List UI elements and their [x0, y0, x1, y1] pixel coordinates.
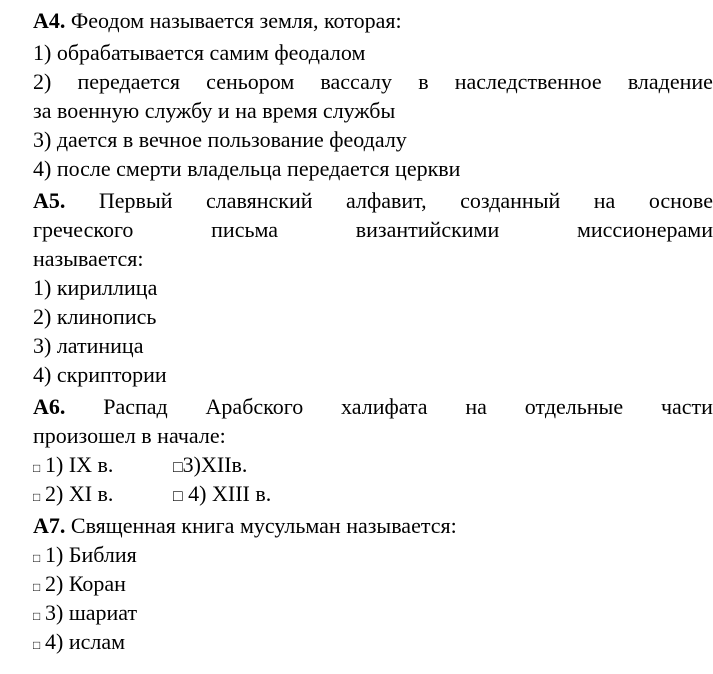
- word: на: [465, 394, 487, 419]
- word: миссионерами: [576, 217, 713, 242]
- answer-option: 2) клинопись: [33, 304, 157, 329]
- answer-row: [33, 479, 713, 508]
- word: Первый: [98, 188, 173, 213]
- checkbox-icon: □: [33, 609, 41, 623]
- word: Арабского: [205, 394, 304, 419]
- checkbox-icon: □: [33, 638, 41, 652]
- answer-option-label: 4) XIII в.: [188, 481, 272, 506]
- word: сеньором: [206, 69, 295, 94]
- word: алфавит,: [346, 188, 427, 213]
- checkbox-icon: □: [173, 488, 183, 505]
- word: халифата: [341, 394, 428, 419]
- question-a5-title: [33, 186, 713, 215]
- answer-option: [173, 479, 271, 508]
- question-text: Феодом называется земля, которая:: [70, 8, 402, 33]
- checkbox-icon: □: [33, 580, 41, 594]
- answer-option: [173, 450, 247, 479]
- answer-option-justified: [33, 67, 713, 96]
- answer-option-label: 3)XIIв.: [182, 452, 248, 477]
- question-a4-title: [33, 6, 713, 35]
- question-number: А4.: [33, 8, 66, 33]
- word: Распад: [103, 394, 168, 419]
- question-a7-title: [33, 511, 713, 540]
- checkbox-icon: □: [33, 551, 41, 565]
- answer-option: [33, 540, 713, 569]
- answer-option: [33, 569, 713, 598]
- answer-option-label: 4) ислам: [45, 629, 126, 654]
- answer-option: [33, 627, 713, 656]
- word: на: [593, 188, 616, 213]
- answer-option: [33, 450, 173, 479]
- answer-option: 1) кириллица: [33, 275, 158, 300]
- answer-option: 1) обрабатывается самим феодалом: [33, 40, 366, 65]
- word: в: [418, 69, 429, 94]
- checkbox-icon: □: [33, 461, 41, 475]
- word: вассалу: [320, 69, 393, 94]
- answer-option-label: 1) IX в.: [45, 452, 114, 477]
- answer-option: [33, 479, 173, 508]
- question-a6-title: [33, 392, 713, 421]
- word: основе: [648, 188, 713, 213]
- answer-option: [33, 598, 713, 627]
- answer-option-label: 3) шариат: [45, 600, 138, 625]
- question-number: А7.: [33, 513, 66, 538]
- answer-option-continuation: за военную службу и на время службы: [33, 98, 396, 123]
- word: передается: [77, 69, 180, 94]
- word: славянский: [206, 188, 313, 213]
- word: 2): [33, 69, 52, 94]
- checkbox-icon: □: [173, 459, 183, 476]
- question-number: А6.: [33, 394, 66, 419]
- answer-option: 4) после смерти владельца передается церкви: [33, 156, 461, 181]
- question-text: Священная книга мусульман называется:: [70, 513, 457, 538]
- word: отдельные: [524, 394, 624, 419]
- answer-option-label: 2) Коран: [45, 571, 126, 596]
- answer-option: 4) скриптории: [33, 362, 167, 387]
- question-a6-line2: произошел в начале:: [33, 423, 226, 448]
- word: письма: [211, 217, 279, 242]
- answer-row: [33, 450, 713, 479]
- answer-option: 3) латиница: [33, 333, 144, 358]
- word: византийскими: [355, 217, 500, 242]
- answer-option-label: 1) Библия: [45, 542, 137, 567]
- word: владение: [627, 69, 713, 94]
- answer-option-label: 2) XI в.: [45, 481, 114, 506]
- checkbox-icon: □: [33, 490, 41, 504]
- word: созданный: [460, 188, 561, 213]
- word: греческого: [33, 217, 134, 242]
- question-a5-line3: называется:: [33, 246, 144, 271]
- question-number: А5.: [33, 188, 66, 213]
- question-a5-line2: [33, 215, 713, 244]
- test-page: [33, 6, 713, 656]
- word: части: [660, 394, 713, 419]
- answer-option: 3) дается в вечное пользование феодалу: [33, 127, 407, 152]
- word: наследственное: [454, 69, 602, 94]
